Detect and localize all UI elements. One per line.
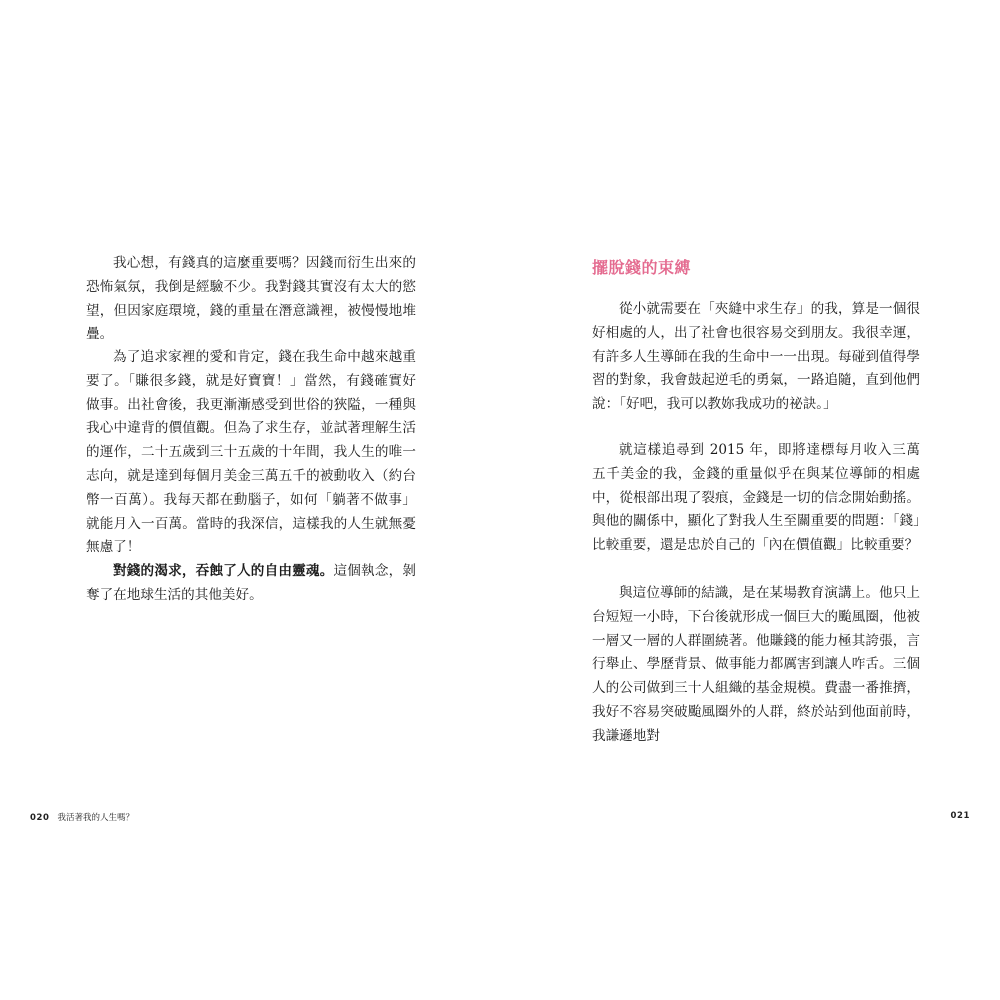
bold-lead-sentence: 對錢的渴求，吞蝕了人的自由靈魂。 bbox=[113, 563, 334, 579]
right-paragraph-1: 從小就需要在「夾縫中求生存」的我，算是一個很好相處的人，出了社會也很容易交到朋友。我很幸運，有許多人生導師在我的生命中一一出現。每碰到值得學習的對象，我會鼓起逆毛的勇氣，一路追隨，直到他們說：「好吧，我可以教妳我成功的祕訣。」 bbox=[592, 301, 920, 413]
section-heading: 擺脫錢的束縛 bbox=[592, 258, 692, 277]
right-paragraph-3: 與這位導師的結識，是在某場教育演講上。他只上台短短一小時，下台後就形成一個巨大的颱風圈，他被一層又一層的人群圍繞著。他賺錢的能力極其誇張，言行舉止、學歷背景、做事能力都厲害到讓人咋舌。三個人的公司做到三十人組織的基金規模。費盡一番推擠，我好不容易突破颱風圈外的人群，終於站到他面前時，我謙遜地對 bbox=[592, 585, 920, 744]
left-paragraph-1: 我心想，有錢真的這麼重要嗎？因錢而衍生出來的恐怖氣氛，我倒是經驗不少。我對錢其實沒有太大的慾望，但因家庭環境，錢的重量在潛意識裡，被慢慢地堆疊。 bbox=[86, 255, 416, 343]
right-page-footer bbox=[950, 811, 970, 821]
left-paragraph-3 bbox=[86, 560, 416, 608]
left-page-number: 020 bbox=[30, 813, 50, 823]
left-page-footer bbox=[30, 811, 134, 823]
left-paragraph-2: 為了追求家裡的愛和肯定，錢在我生命中越來越重要了。「賺很多錢，就是好寶寶！」當然，有錢確實好做事。出社會後，我更漸漸感受到世俗的狹隘，一種與我心中違背的價值觀。但為了求生存，並試著理解生活的運作，二十五歲到三十五歲的十年間，我人生的唯一志向，就是達到每個月美金三萬五千的被動收入（約台幣一百萬）。我每天都在動腦子，如何「躺著不做事」就能月入一百萬。當時的我深信，這樣我的人生就無憂無慮了！ bbox=[86, 349, 416, 556]
right-page-number: 021 bbox=[950, 811, 970, 821]
running-title: 我活著我的人生嗎？ bbox=[57, 813, 135, 823]
closing-sentence: 這個執念，剝奪了在地球生活的其他美好。 bbox=[86, 563, 416, 603]
right-paragraph-2: 就這樣追尋到 2015 年，即將達標每月收入三萬五千美金的我，金錢的重量似乎在與某位導師的相處中，從根部出現了裂痕，金錢是一切的信念開始動搖。與他的關係中，顯化了對我人生至關重要的問題：「錢」比較重要，還是忠於自己的「內在價值觀」比較重要？ bbox=[592, 442, 920, 554]
